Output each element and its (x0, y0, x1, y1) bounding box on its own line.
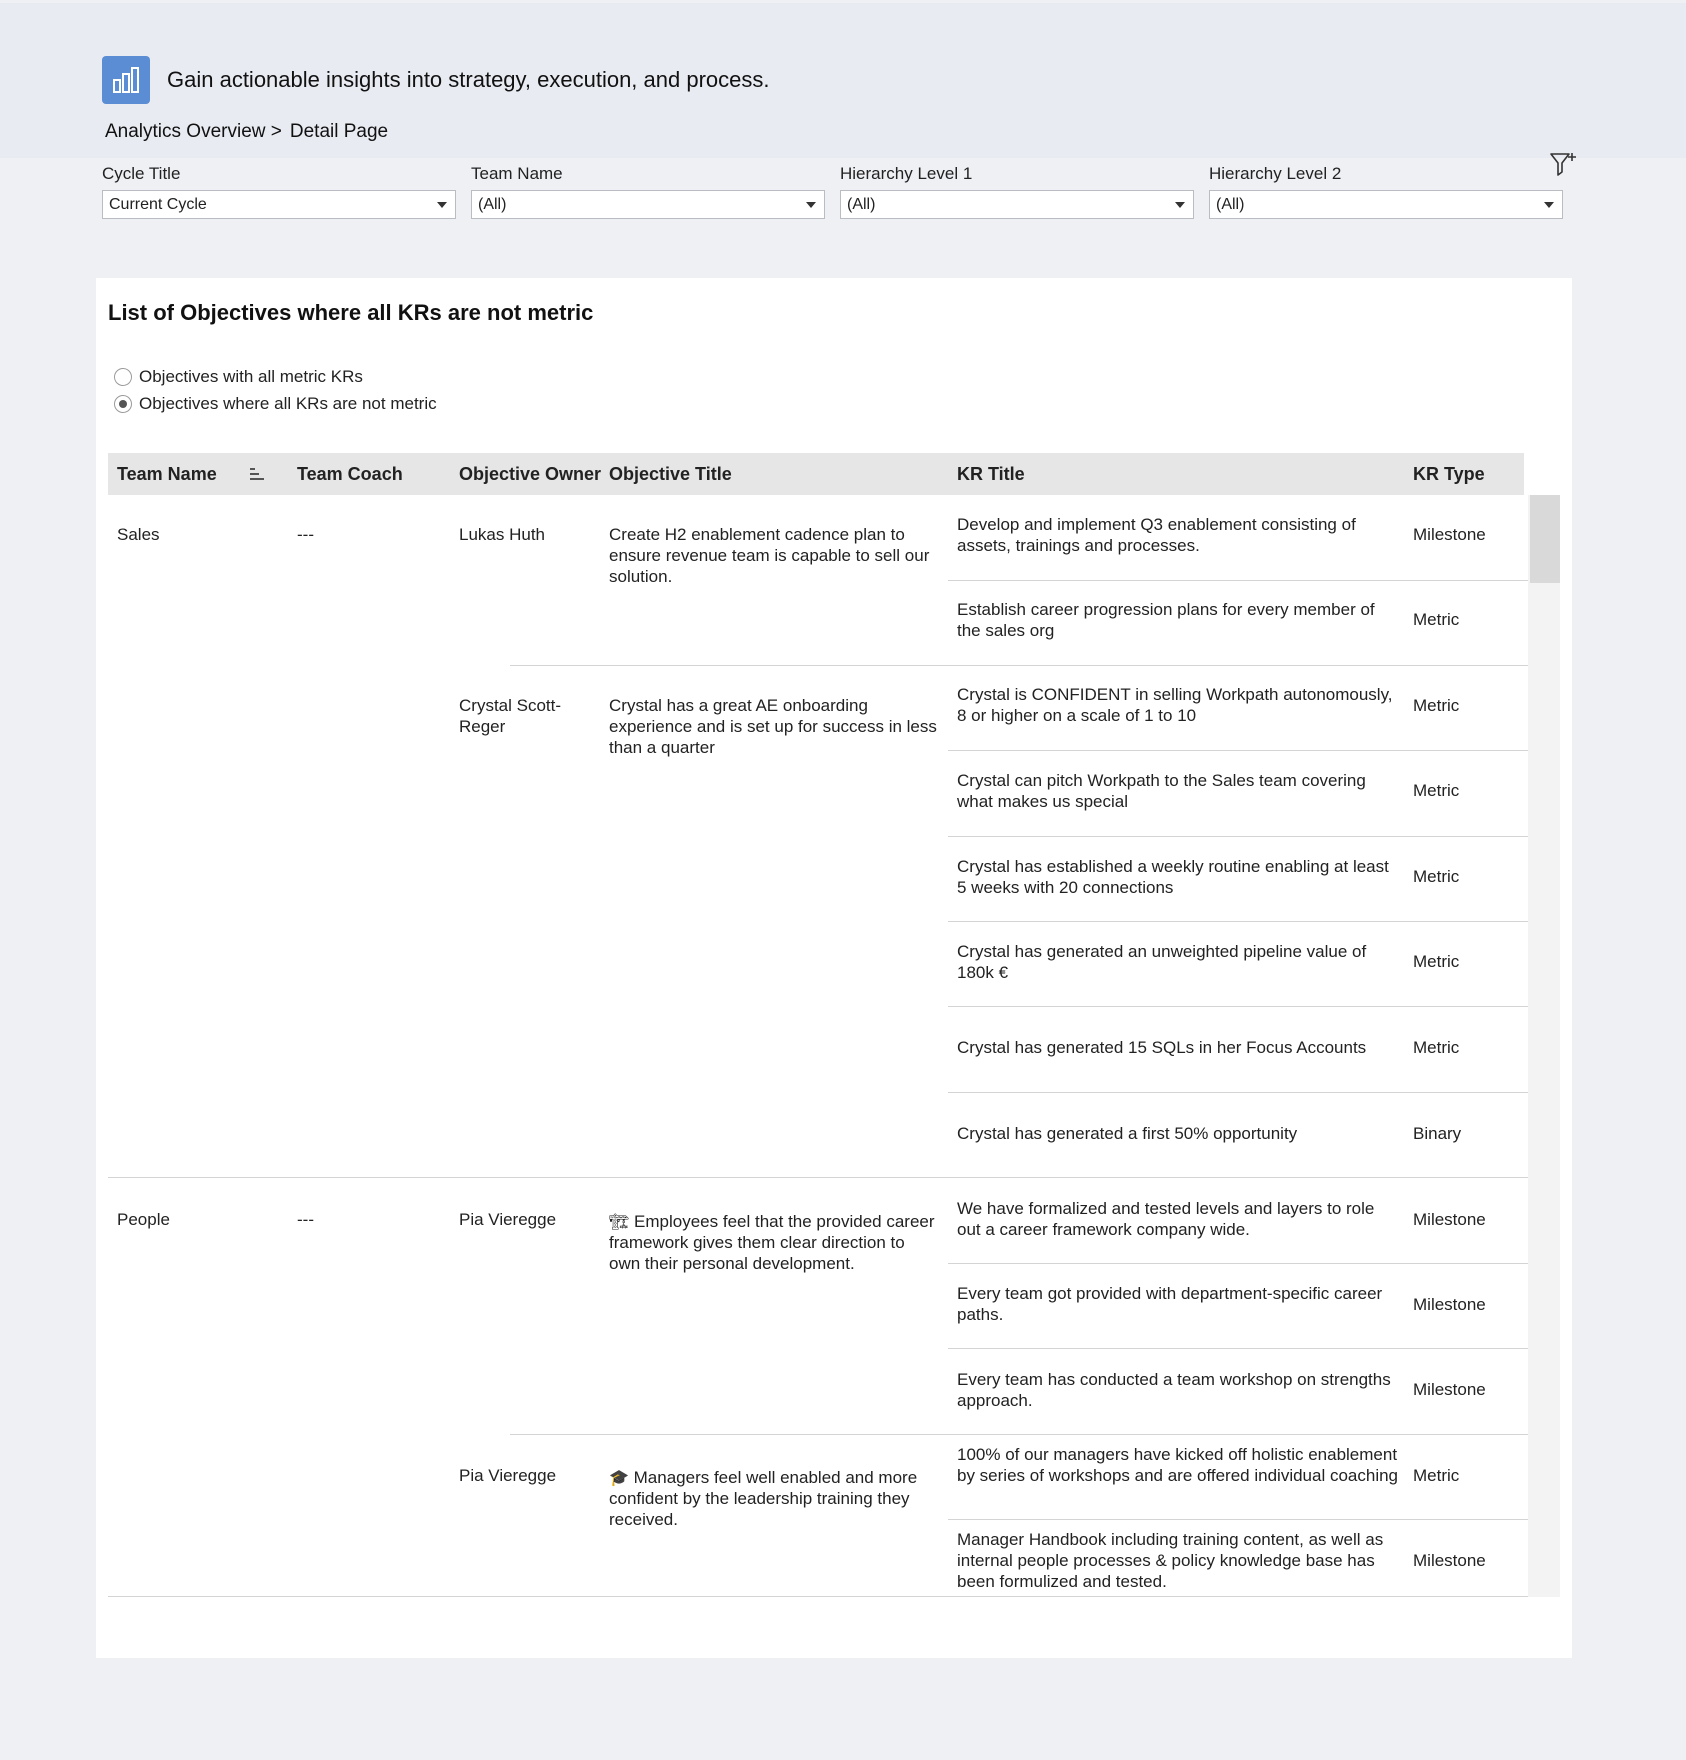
radio-option-all-metric[interactable] (114, 363, 437, 390)
kr-type-cell: Milestone (1413, 1210, 1486, 1229)
select-value: (All) (847, 196, 876, 213)
filter-cycle-title (102, 162, 456, 219)
objective-title-cell (609, 1467, 939, 1530)
radio-option-not-metric[interactable] (114, 390, 437, 417)
filter-hierarchy-level-1 (840, 162, 1194, 219)
filter-team-name (471, 162, 825, 219)
caret-down-icon (437, 202, 447, 208)
objective-owner-cell: Pia Vieregge (459, 1466, 557, 1485)
construction-icon: 🏗 (609, 1212, 630, 1231)
bar-chart-icon (102, 56, 150, 104)
row-divider (948, 1006, 1528, 1007)
column-header-objective-title[interactable]: Objective Title (609, 464, 732, 484)
radio-label: Objectives where all KRs are not metric (139, 393, 437, 413)
kr-title-cell: Manager Handbook including training content, as well as internal people processes & policy knowledge base has been formulized and tested. (957, 1530, 1384, 1591)
scrollbar-thumb[interactable] (1530, 495, 1560, 583)
vertical-scrollbar[interactable] (1528, 495, 1560, 1597)
cycle-title-select[interactable] (102, 190, 456, 219)
select-value: (All) (1216, 196, 1245, 213)
kr-type-cell: Milestone (1413, 1295, 1486, 1314)
radio-button-selected[interactable] (114, 395, 132, 413)
row-divider (510, 1434, 1528, 1435)
column-header-objective-owner[interactable]: Objective Owner (459, 464, 602, 484)
row-divider (108, 1177, 1528, 1178)
kr-type-cell: Metric (1413, 1466, 1460, 1485)
kr-title-cell: Crystal has established a weekly routine enabling at least 5 weeks with 20 connections (957, 857, 1389, 897)
row-divider (948, 1348, 1528, 1349)
table-body (108, 495, 1528, 1597)
kr-title-cell: Crystal has generated an unweighted pipeline value of 180k € (957, 942, 1367, 982)
panel-title: List of Objectives where all KRs are not metric (108, 300, 594, 325)
select-value: Current Cycle (109, 196, 207, 213)
breadcrumb-parent[interactable]: Analytics Overview > (105, 121, 282, 142)
objective-title-text: Managers feel well enabled and more confident by the leadership training they received. (609, 1468, 918, 1529)
page-title: Gain actionable insights into strategy, execution, and process. (167, 67, 770, 92)
row-divider (948, 1092, 1528, 1093)
filter-label: Hierarchy Level 2 (1209, 164, 1342, 183)
radio-button[interactable] (114, 368, 132, 386)
column-header-kr-type[interactable]: KR Type (1413, 464, 1485, 484)
kr-type-cell: Metric (1413, 952, 1460, 971)
objective-title-text: Employees feel that the provided career framework gives them clear direction to own their personal development. (609, 1212, 935, 1273)
column-header-kr-title[interactable]: KR Title (957, 464, 1025, 484)
kr-type-cell: Milestone (1413, 1551, 1486, 1570)
objective-title-cell: Crystal has a great AE onboarding experience and is set up for success in less than a quarter (609, 696, 937, 757)
objective-owner-cell: Lukas Huth (459, 525, 545, 544)
kr-type-cell: Milestone (1413, 1380, 1486, 1399)
team-name-cell: Sales (117, 525, 160, 544)
row-divider (948, 580, 1528, 581)
kr-title-cell: 100% of our managers have kicked off holistic enablement by series of workshops and are offered individual coaching (957, 1445, 1399, 1485)
filter-label: Hierarchy Level 1 (840, 164, 973, 183)
team-coach-cell: --- (297, 1210, 314, 1229)
kr-type-cell: Milestone (1413, 525, 1486, 544)
kr-title-cell: Every team got provided with department-specific career paths. (957, 1284, 1383, 1324)
objective-title-cell (609, 1211, 939, 1274)
caret-down-icon (806, 202, 816, 208)
hierarchy-level-2-select[interactable] (1209, 190, 1563, 219)
kr-title-cell: Crystal is CONFIDENT in selling Workpath autonomously, 8 or higher on a scale of 1 to 10 (957, 685, 1393, 725)
kr-type-cell: Binary (1413, 1124, 1462, 1143)
row-divider (948, 1519, 1528, 1520)
objective-title-cell: Create H2 enablement cadence plan to ensure revenue team is capable to sell our solution. (609, 525, 930, 586)
graduation-cap-icon: 🎓 (609, 1468, 629, 1487)
team-coach-cell: --- (297, 525, 314, 544)
objective-owner-cell: Pia Vieregge (459, 1210, 557, 1229)
hierarchy-level-1-select[interactable] (840, 190, 1194, 219)
row-divider (510, 665, 1528, 666)
radio-label: Objectives with all metric KRs (139, 366, 363, 386)
objective-filter-radio-group (114, 363, 437, 417)
table-header (108, 453, 1524, 495)
select-value: (All) (478, 196, 507, 213)
team-name-cell: People (117, 1210, 170, 1229)
kr-title-cell: Develop and implement Q3 enablement consisting of assets, trainings and processes. (957, 515, 1356, 555)
row-divider (108, 1596, 1528, 1597)
row-divider (948, 921, 1528, 922)
filter-hierarchy-level-2 (1209, 162, 1563, 219)
kr-title-cell: We have formalized and tested levels and layers to role out a career framework company wide. (957, 1199, 1375, 1239)
row-divider (948, 750, 1528, 751)
page-header (102, 56, 770, 104)
kr-title-cell: Every team has conducted a team workshop on strengths approach. (957, 1370, 1391, 1410)
caret-down-icon (1175, 202, 1185, 208)
kr-type-cell: Metric (1413, 1038, 1460, 1057)
kr-title-cell: Crystal can pitch Workpath to the Sales team covering what makes us special (957, 771, 1366, 811)
breadcrumb (105, 121, 388, 143)
kr-type-cell: Metric (1413, 867, 1460, 886)
kr-title-cell: Establish career progression plans for every member of the sales org (957, 600, 1375, 640)
row-divider (948, 1263, 1528, 1264)
kr-title-cell: Crystal has generated 15 SQLs in her Focus Accounts (957, 1038, 1367, 1057)
objectives-panel (96, 278, 1572, 1658)
kr-title-cell: Crystal has generated a first 50% opportunity (957, 1124, 1298, 1143)
team-name-select[interactable] (471, 190, 825, 219)
caret-down-icon (1544, 202, 1554, 208)
kr-type-cell: Metric (1413, 610, 1460, 629)
column-header-team-coach[interactable]: Team Coach (297, 464, 403, 484)
kr-type-cell: Metric (1413, 781, 1460, 800)
kr-type-cell: Metric (1413, 696, 1460, 715)
row-divider (948, 836, 1528, 837)
objective-owner-cell: Crystal Scott-Reger (459, 696, 562, 736)
filter-label: Team Name (471, 164, 563, 183)
add-filter-icon[interactable] (1548, 150, 1578, 185)
column-header-team-name[interactable]: Team Name (117, 464, 217, 484)
sort-icon[interactable] (248, 466, 266, 489)
filter-label: Cycle Title (102, 164, 181, 183)
filter-bar (102, 162, 1602, 222)
breadcrumb-current: Detail Page (289, 121, 389, 142)
